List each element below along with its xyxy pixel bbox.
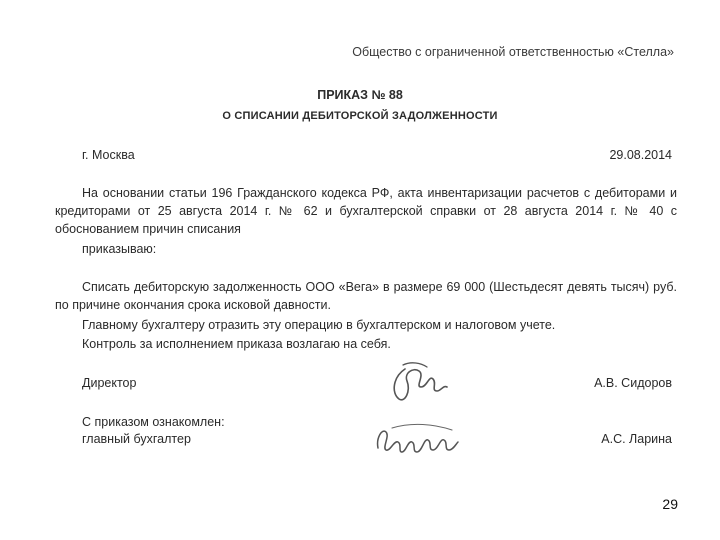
order-word: приказываю: [82,242,157,256]
acknowledgement-label: С приказом ознакомлен: [82,415,225,429]
director-name: А.В. Сидоров [594,376,672,390]
accountant-label: главный бухгалтер [82,432,191,446]
order-title: ПРИКАЗ № 88 [317,88,403,102]
accountant-name: А.С. Ларина [601,432,672,446]
order-subtitle: О СПИСАНИИ ДЕБИТОРСКОЙ ЗАДОЛЖЕННОСТИ [222,110,498,122]
order-date: 29.08.2014 [609,148,672,162]
organization-name: Общество с ограниченной ответственностью «Стелла» [352,45,674,59]
director-label: Директор [82,376,137,390]
control-line: Контроль за исполнением приказа возлагаю на себя. [82,337,391,351]
director-signature [385,357,455,407]
slide-page-number: 29 [662,496,678,512]
city: г. Москва [82,148,135,162]
accountant-signature [372,418,462,460]
write-off-paragraph: Списать дебиторскую задолженность ООО «Вега» в размере 69 000 (Шестьдесят девять тысяч) руб. по причине окончания срока исковой давности. [55,280,677,312]
basis-paragraph: На основании статьи 196 Гражданского кодекса РФ, акта инвентаризации расчетов с дебиторами и кредиторами от 25 августа 2014 г. № 62 и бухгалтерской справки от 28 августа 2014 г. № 40 с обоснованием причин списания [55,186,677,236]
accountant-instruction: Главному бухгалтеру отразить эту операцию в бухгалтерском и налоговом учете. [82,318,556,332]
